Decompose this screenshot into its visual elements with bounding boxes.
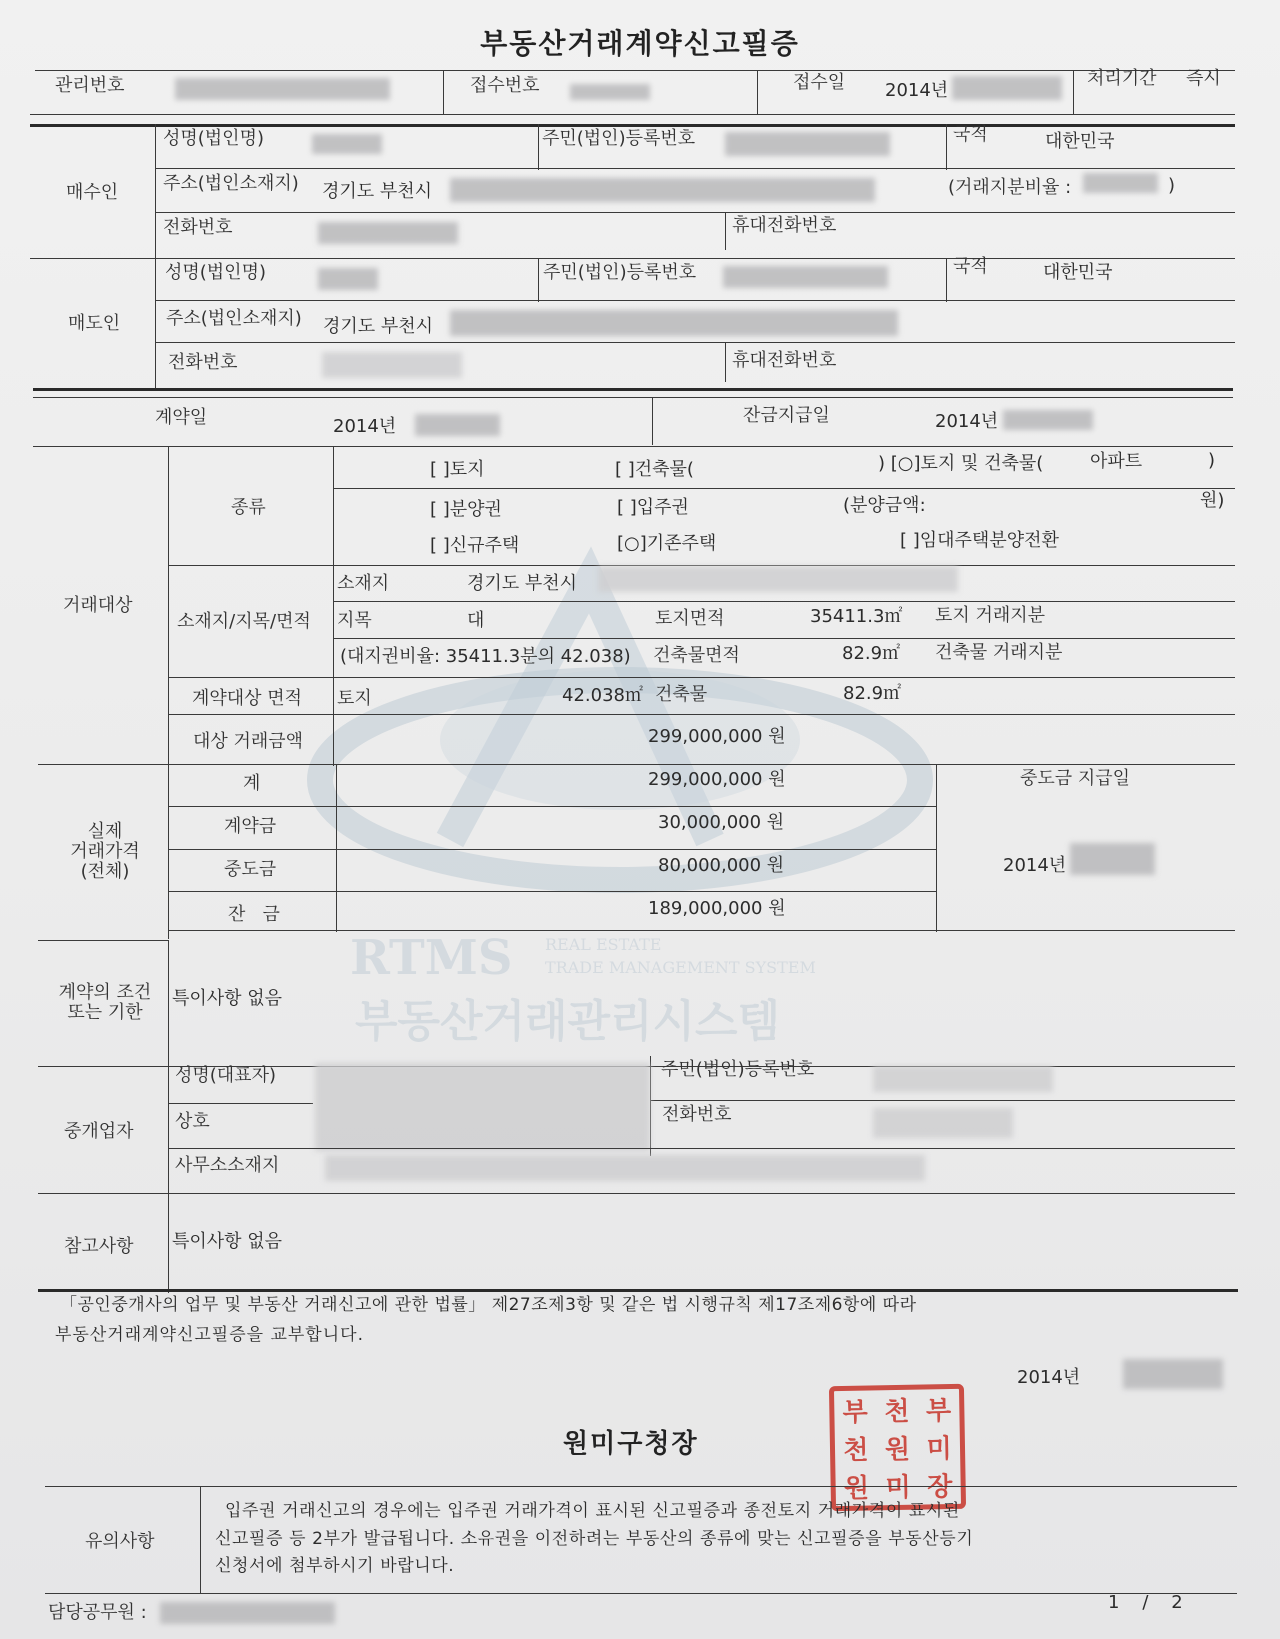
target-amount-label: 대상 거래금액 [193, 731, 304, 752]
contract-land-value: 42.038㎡ [562, 685, 643, 706]
buyer-address-label: 주소(법인소재지) [163, 173, 299, 194]
type-move-in: [ ]입주권 [617, 497, 689, 518]
seller-nationality-label: 국적 [953, 256, 988, 277]
buyer-mobile-label: 휴대전화번호 [732, 215, 837, 236]
type-new-house: [ ]신규주택 [430, 535, 520, 556]
seller-mobile-label: 휴대전화번호 [732, 350, 837, 371]
buyer-phone-label: 전화번호 [163, 217, 233, 238]
contract-date-value: 2014년 [333, 416, 397, 437]
broker-office-label: 사무소소재지 [175, 1155, 280, 1176]
type-existing-house: [○]기존주택 [617, 533, 717, 554]
statement-line-2: 부동산거래계약신고필증을 교부합니다. [55, 1325, 364, 1345]
redacted-broker-phone [873, 1108, 1013, 1138]
processing-value: 즉시 [1186, 68, 1221, 89]
balance-date-value: 2014년 [935, 411, 999, 432]
price-balance-value: 189,000,000 원 [648, 898, 786, 919]
buyer-nationality-value: 대한민국 [1045, 131, 1115, 152]
buyer-share-label: (거래지분비율 : [948, 177, 1072, 198]
redacted-officer [160, 1602, 335, 1624]
seal-char: 원 [884, 1434, 911, 1466]
redacted-buyer-name [312, 134, 382, 154]
price-balance-label: 잔 금 [228, 904, 280, 925]
statement-date: 2014년 [1017, 1367, 1081, 1388]
redacted-broker-name-trade [315, 1063, 650, 1151]
contract-land-label: 토지 [337, 688, 372, 709]
redacted-buyer-address [450, 178, 875, 202]
mgmt-no-label: 관리번호 [55, 75, 125, 96]
buyer-id-label: 주민(법인)등록번호 [542, 128, 696, 149]
type-rental-conversion: [ ]임대주택분양전환 [900, 530, 1059, 551]
type-presale: [ ]분양권 [430, 499, 502, 520]
land-right-ratio: (대지권비율: 35411.3분의 42.038) [340, 646, 631, 667]
buyer-share-close: ) [1168, 175, 1176, 196]
page-number: 1 / 2 [1108, 1592, 1183, 1613]
watermark-korean: 부동산거래관리시스템 [355, 996, 781, 1047]
price-deposit-value: 30,000,000 원 [658, 812, 785, 833]
conditions-label: 계약의 조건 또는 기한 [58, 982, 152, 1023]
contract-date-label: 계약일 [155, 407, 208, 428]
redacted-contract-date [415, 414, 500, 436]
seal-char: 부 [842, 1397, 869, 1428]
caution-line-2: 신고필증 등 2부가 발급됩니다. 소유권을 이전하려는 부동산의 종류에 맞는 신고필증을 부동산등기 [215, 1529, 974, 1549]
middle-date-label: 중도금 지급일 [1020, 768, 1131, 789]
seal-char: 천 [884, 1396, 910, 1427]
conditions-value: 특이사항 없음 [172, 988, 283, 1009]
seal-char: 천 [843, 1435, 869, 1466]
caution-line-1: 입주권 거래신고의 경우에는 입주권 거래가격이 표시된 신고필증과 종전토지 거래가격이 표시된 [225, 1501, 960, 1521]
redacted-buyer-phone [318, 222, 458, 244]
type-building: [ ]건축물( [615, 459, 694, 480]
watermark-rtms: RTMS [350, 930, 513, 986]
seal-char: 장 [927, 1472, 953, 1503]
watermark-sub1: REAL ESTATE [545, 935, 662, 954]
processing-label: 처리기간 [1087, 68, 1157, 89]
seal-char: 원 [843, 1473, 870, 1505]
price-deposit-label: 계약금 [224, 816, 277, 837]
land-area-label: 토지면적 [655, 608, 725, 629]
notes-value: 특이사항 없음 [172, 1231, 283, 1252]
redacted-broker-office [325, 1155, 925, 1181]
redacted-middle-date [1070, 843, 1155, 875]
redacted-balance-date [1003, 410, 1093, 430]
redacted-statement-date [1123, 1359, 1223, 1389]
price-section-label: 실제 거래가격 (전체) [70, 821, 140, 882]
price-middle-value: 80,000,000 원 [658, 855, 785, 876]
price-total-label: 계 [243, 773, 261, 794]
redacted-seller-name [318, 268, 378, 290]
redacted-location [598, 566, 958, 592]
land-area-value: 35411.3㎡ [810, 606, 903, 627]
caution-line-3: 신청서에 첨부하시기 바랍니다. [215, 1556, 455, 1576]
broker-name-label: 성명(대표자) [175, 1065, 276, 1086]
seal-char: 미 [885, 1473, 912, 1504]
caution-label: 유의사항 [85, 1531, 155, 1552]
building-share-label: 건축물 거래지분 [935, 642, 1063, 663]
balance-date-label: 잔금지급일 [743, 405, 830, 426]
issuer-name: 원미구청장 [563, 1429, 699, 1459]
redacted-receipt-date [952, 76, 1062, 100]
statement-line-1: 「공인중개사의 업무 및 부동산 거래신고에 관한 법률」 제27조제3항 및 같은 법 시행규칙 제17조제6항에 따라 [60, 1295, 917, 1315]
type-presale-amount: (분양금액: [843, 495, 926, 516]
seller-nationality-value: 대한민국 [1043, 262, 1113, 283]
buyer-address-value: 경기도 부천시 [322, 181, 433, 202]
redacted-buyer-id [725, 132, 890, 156]
seal-char: 부 [925, 1395, 952, 1427]
broker-id-label: 주민(법인)등록번호 [661, 1059, 815, 1080]
price-total-value: 299,000,000 원 [648, 769, 786, 790]
officer-label: 담당공무원 : [48, 1602, 147, 1623]
type-close-paren: ) [1208, 450, 1216, 471]
receipt-no-label: 접수번호 [470, 75, 540, 96]
target-section-label: 거래대상 [63, 595, 133, 616]
redacted-broker-id [873, 1066, 1053, 1092]
receipt-date-label: 접수일 [793, 72, 846, 93]
target-amount-value: 299,000,000 원 [648, 726, 786, 747]
contract-building-value: 82.9㎡ [843, 683, 902, 704]
jimok-value: 대 [467, 610, 485, 631]
type-apartment: 아파트 [1090, 451, 1143, 472]
seller-section-label: 매도인 [68, 313, 121, 334]
price-middle-label: 중도금 [224, 859, 277, 880]
watermark-sub2: TRADE MANAGEMENT SYSTEM [545, 958, 816, 977]
broker-section-label: 중개업자 [64, 1121, 134, 1142]
building-area-label: 건축물면적 [653, 645, 740, 666]
jimok-label: 지목 [337, 610, 372, 631]
page-title: 부동산거래계약신고필증 [480, 27, 800, 60]
official-seal [829, 1384, 966, 1511]
redacted-mgmt-no [175, 78, 390, 100]
redacted-seller-address [450, 310, 898, 336]
middle-date-value: 2014년 [1003, 855, 1067, 876]
seller-phone-label: 전화번호 [168, 352, 238, 373]
seller-id-label: 주민(법인)등록번호 [543, 262, 697, 283]
broker-phone-label: 전화번호 [662, 1104, 732, 1125]
location-sub-label: 소재지 [337, 573, 390, 594]
location-label: 소재지/지목/면적 [177, 611, 311, 632]
location-value: 경기도 부천시 [467, 573, 578, 594]
contract-area-label: 계약대상 면적 [192, 688, 303, 709]
seller-address-label: 주소(법인소재지) [166, 308, 302, 329]
building-area-value: 82.9㎡ [842, 643, 901, 664]
redacted-seller-phone [322, 352, 462, 378]
redacted-receipt-no [570, 84, 650, 100]
buyer-section-label: 매수인 [66, 182, 119, 203]
seller-address-value: 경기도 부천시 [323, 316, 434, 337]
receipt-date-value: 2014년 [885, 80, 949, 101]
type-won: 원) [1200, 490, 1225, 511]
notes-label: 참고사항 [64, 1236, 134, 1257]
seal-char: 미 [926, 1434, 953, 1465]
redacted-seller-id [723, 266, 888, 288]
broker-trade-label: 상호 [175, 1111, 210, 1132]
seller-name-label: 성명(법인명) [165, 262, 266, 283]
type-land-building: ) [○]토지 및 건축물( [878, 453, 1044, 474]
buyer-nationality-label: 국적 [953, 124, 988, 145]
land-share-label: 토지 거래지분 [935, 605, 1046, 626]
buyer-name-label: 성명(법인명) [163, 128, 264, 149]
contract-building-label: 건축물 [655, 684, 708, 705]
type-label: 종류 [231, 497, 266, 518]
type-land: [ ]토지 [430, 459, 485, 480]
redacted-buyer-share [1083, 173, 1158, 193]
watermark-logo-graphic [290, 540, 970, 930]
